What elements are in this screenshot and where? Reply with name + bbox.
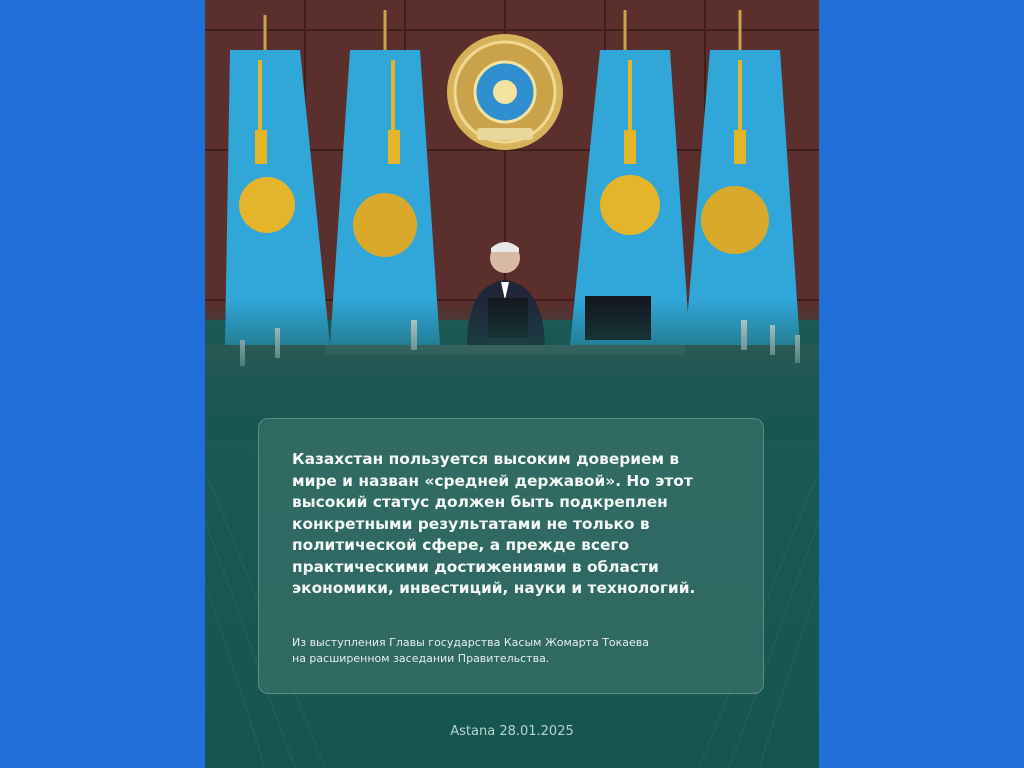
quote-card: [205, 0, 819, 768]
quote-line: практическими достижениями в области: [292, 557, 659, 576]
quote-text: [292, 449, 731, 600]
quote-line: политической сфере, а прежде всего: [292, 536, 630, 554]
quote-line: высокий статус должен быть подкреплен: [292, 493, 668, 511]
quote-line: конкретными результатами не только в: [292, 514, 650, 533]
place-date: Astana 28.01.2025: [450, 724, 574, 739]
quote-box: [258, 418, 764, 694]
source-line: на расширенном заседании Правительства.: [292, 652, 550, 665]
source-line: Из выступления Главы государства Касым Жомарта Токаева: [292, 636, 650, 649]
quote-line: экономики, инвестиций, науки и технологий.: [292, 579, 696, 597]
emblem-of-kazakhstan-icon: [447, 34, 563, 150]
quote-line: мире и назван «средней державой». Но этот: [292, 471, 693, 490]
quote-source: [292, 635, 649, 667]
quote-line: Казахстан пользуется высоким доверием в: [292, 450, 680, 468]
